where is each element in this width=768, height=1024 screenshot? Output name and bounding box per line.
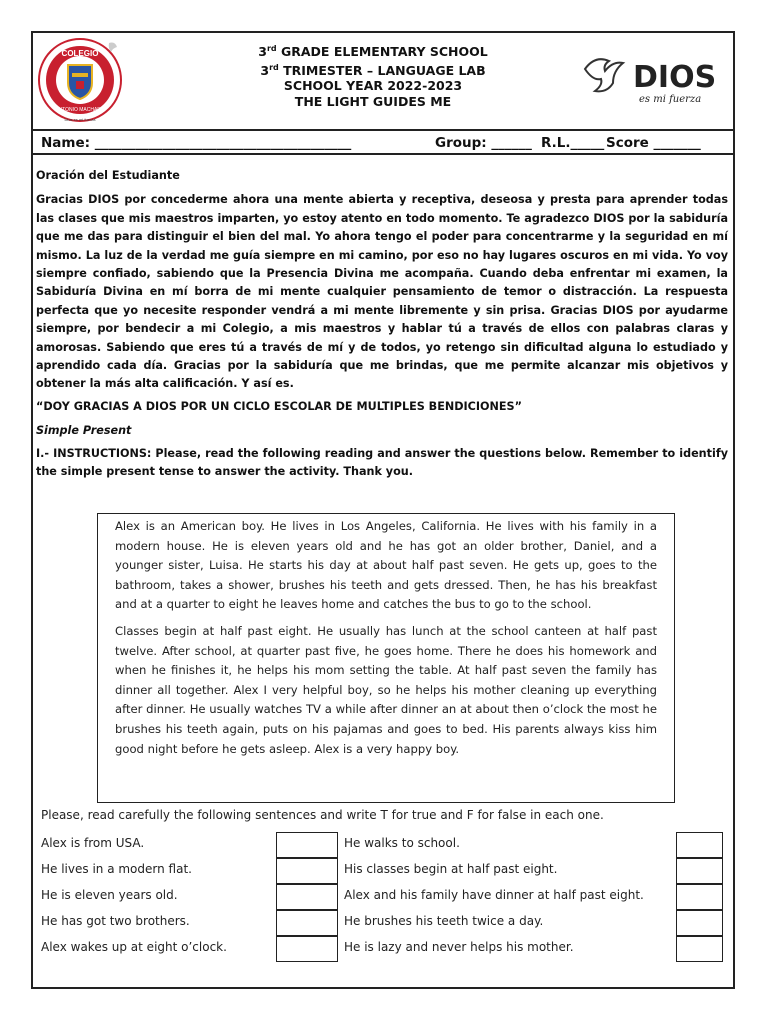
dios-logo-word: DIOS [633, 60, 717, 95]
worksheet-titles [173, 41, 573, 109]
tf-row [41, 884, 725, 910]
prayer-closing: “DOY GRACIAS A DIOS POR UN CICLO ESCOLAR DE MULTIPLES BENDICIONES” [36, 399, 522, 413]
answer-box[interactable] [676, 884, 723, 910]
tf-statement: He is eleven years old. [41, 888, 178, 902]
dove-icon [109, 43, 117, 53]
reading-paragraph: Classes begin at half past eight. He usually has lunch at the school canteen at half past twelve. After school, at quarter past five, he goes home. There he does his homework and when he finishes it, he helps his mom setting the table. At half past seven the family has dinner all together. Alex I very helpful boy, so he helps his mother cleaning up everything after dinner. He usually watches TV a while after dinner an at about then o’clock the most he brushes his teeth again, puts on his pajamas and goes to bed. His parents always kiss him good night before he gets asleep. Alex is a very happy boy. [115, 623, 657, 756]
answer-box[interactable] [676, 858, 723, 884]
tf-statement: He is lazy and never helps his mother. [344, 940, 574, 954]
answer-box[interactable] [676, 832, 723, 858]
answer-box[interactable] [276, 910, 338, 936]
answer-box[interactable] [276, 936, 338, 962]
main-content [36, 167, 728, 482]
tf-statement: His classes begin at half past eight. [344, 862, 558, 876]
tf-row [41, 832, 725, 858]
header [33, 33, 733, 129]
reading-box [97, 513, 675, 803]
title-line-theme: THE LIGHT GUIDES ME [294, 93, 452, 109]
name-field[interactable]: Name: ______________________________________ [41, 135, 352, 151]
instructions: I.- INSTRUCTIONS: Please, read the following reading and answer the questions below. Remember to identify the simple present tense to answer the activity. Thank you. [36, 446, 728, 479]
tf-statement: He brushes his teeth twice a day. [344, 914, 544, 928]
rl-field[interactable]: R.L._____ [541, 135, 605, 151]
reading-paragraph: Alex is an American boy. He lives in Los Angeles, California. He lives with his family in a modern house. He is eleven years old and he has got an older brother, Daniel, and a younger sister, Luisa. He starts his day at about half past seven. He gets up, goes to the bathroom, takes a shower, brushes his teeth and gets dressed. Then, he has his breakfast and at a quarter to eight he leaves home and catches the bus to go to the school. [115, 519, 657, 612]
title-line-trimester: 3rd TRIMESTER – LANGUAGE LAB [260, 62, 486, 78]
answer-box[interactable] [276, 858, 338, 884]
title-line-year: SCHOOL YEAR 2022-2023 [283, 78, 463, 94]
tf-statement: He has got two brothers. [41, 914, 190, 928]
tf-row [41, 910, 725, 936]
tf-row [41, 858, 725, 884]
logo-word-bottom: ANTONIO MACHADO [55, 107, 105, 113]
dios-logo [581, 47, 726, 105]
prayer-body: Gracias DIOS por concederme ahora una mente abierta y receptiva, deseosa y presta para aprender todas las clases que mis maestros imparten, yo estoy atento en todo momento. Te agradezco DIOS por la sabiduría que me das para distinguir el bien del mal. Yo ahora tengo el poder para concentrarme y la seguridad en mí mismo. La luz de la verdad me guía siempre en mi camino, por eso no hay lugares oscuros en mi vida. Yo voy siempre confiado, sabiendo que la Presencia Divina me acompaña. Cuando deba enfrentar mi examen, la Sabiduría Divina en mí borra de mi mente cualquier pensamiento de temor o distracción. La respuesta perfecta que yo necesite responder vendrá a mi mente libremente y sin prisa. Gracias DIOS por ayudarme siempre, por bendecir a mi Colegio, a mis maestros y hablar tú a través de ellos con palabras claras y amorosas. Sabiendo que eres tú a través de mí y de todos, yo retengo sin dificultad alguna lo estudiado y aprendido cada día. Gracias por la sabiduría que me brindas, que me permite alcanzar mis objetivos y obtener la más alta calificación. Y así es. [36, 193, 728, 391]
tf-statement: He walks to school. [344, 836, 460, 850]
tf-statement: Alex wakes up at eight o’clock. [41, 940, 227, 954]
answer-box[interactable] [276, 832, 338, 858]
worksheet-page [31, 31, 735, 989]
school-logo [37, 37, 123, 123]
prayer-title: Oración del Estudiante [36, 169, 180, 182]
answer-box[interactable] [676, 910, 723, 936]
dios-logo-tagline: es mi fuerza [639, 94, 702, 105]
dove-icon [585, 59, 623, 91]
score-field[interactable]: Score _______ [606, 135, 701, 151]
answer-box[interactable] [276, 884, 338, 910]
tf-row [41, 936, 725, 962]
tf-statement: He lives in a modern flat. [41, 862, 192, 876]
group-field[interactable]: Group: ______ [435, 135, 532, 151]
logo-word-top: COLEGIO [61, 49, 99, 58]
logo-motto: Dios es mi fuerza [64, 117, 96, 122]
true-false-instructions: Please, read carefully the following sentences and write T for true and F for false in each one. [41, 808, 604, 822]
title-line-grade: 3rd GRADE ELEMENTARY SCHOOL [258, 44, 488, 60]
answer-box[interactable] [676, 936, 723, 962]
student-info-row [33, 129, 733, 155]
tf-statement: Alex is from USA. [41, 836, 145, 850]
section-title: Simple Present [36, 424, 132, 438]
tf-statement: Alex and his family have dinner at half past eight. [344, 888, 644, 902]
